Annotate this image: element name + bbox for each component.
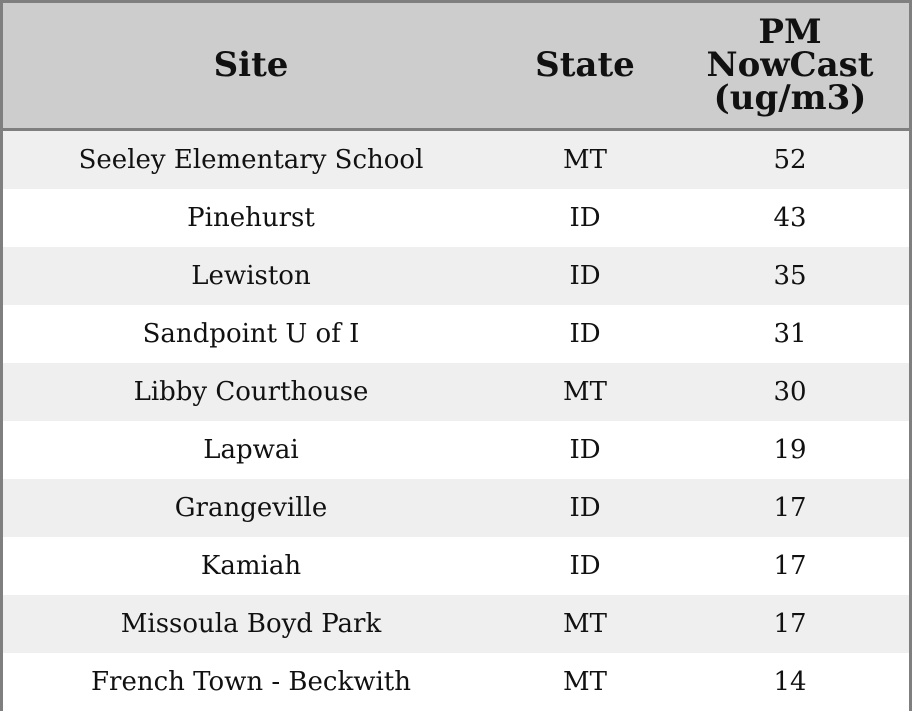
cell-state: MT [499, 363, 671, 421]
table-row [3, 305, 909, 363]
cell-state: ID [499, 421, 671, 479]
cell-site: Seeley Elementary School [3, 130, 499, 190]
cell-state: ID [499, 189, 671, 247]
table-row [3, 653, 909, 711]
table-body [3, 130, 909, 711]
table-header [3, 3, 909, 130]
cell-site: Lewiston [3, 247, 499, 305]
header-pm-line: (ug/m3) [713, 78, 867, 118]
cell-pm: 14 [671, 653, 909, 711]
cell-site: French Town - Beckwith [3, 653, 499, 711]
cell-state: ID [499, 247, 671, 305]
cell-pm: 52 [671, 130, 909, 190]
table-row [3, 247, 909, 305]
table-row [3, 537, 909, 595]
table-row [3, 595, 909, 653]
cell-state: MT [499, 130, 671, 190]
header-pm-line: PM [758, 12, 822, 52]
cell-site: Pinehurst [3, 189, 499, 247]
header-state: State [499, 3, 671, 130]
cell-pm: 17 [671, 595, 909, 653]
header-pm-line: NowCast [706, 45, 874, 85]
air-quality-table [3, 3, 909, 711]
table-row [3, 189, 909, 247]
cell-pm: 19 [671, 421, 909, 479]
cell-site: Grangeville [3, 479, 499, 537]
table-row [3, 130, 909, 190]
cell-state: MT [499, 595, 671, 653]
table-row [3, 363, 909, 421]
cell-site: Lapwai [3, 421, 499, 479]
cell-state: MT [499, 653, 671, 711]
table-row [3, 421, 909, 479]
cell-state: ID [499, 479, 671, 537]
cell-site: Libby Courthouse [3, 363, 499, 421]
cell-state: ID [499, 537, 671, 595]
header-site: Site [3, 3, 499, 130]
cell-pm: 17 [671, 537, 909, 595]
cell-pm: 17 [671, 479, 909, 537]
cell-site: Kamiah [3, 537, 499, 595]
table-row [3, 479, 909, 537]
cell-site: Missoula Boyd Park [3, 595, 499, 653]
cell-pm: 31 [671, 305, 909, 363]
header-pm-nowcast [671, 3, 909, 130]
cell-state: ID [499, 305, 671, 363]
cell-pm: 30 [671, 363, 909, 421]
header-row [3, 3, 909, 130]
cell-pm: 43 [671, 189, 909, 247]
cell-site: Sandpoint U of I [3, 305, 499, 363]
cell-pm: 35 [671, 247, 909, 305]
